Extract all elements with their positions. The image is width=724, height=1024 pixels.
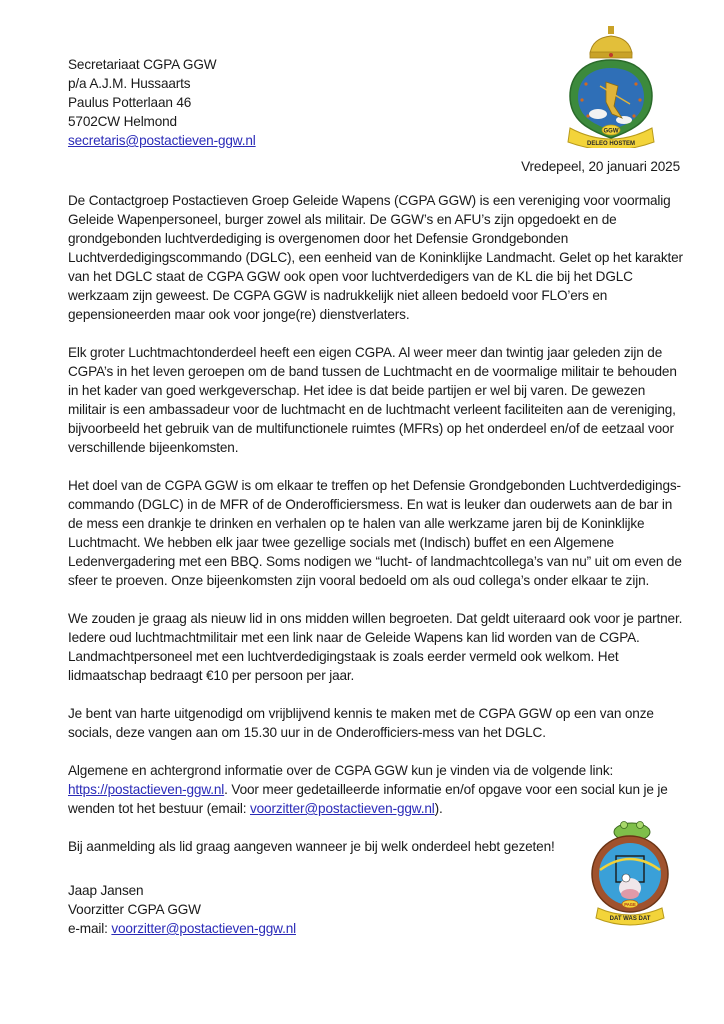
- signatory-name: Jaap Jansen: [68, 883, 144, 898]
- sender-line-1: Secretariaat CGPA GGW: [68, 57, 217, 72]
- paragraph-3: Het doel van de CGPA GGW is om elkaar te treffen op het Defensie Grondgebonden Luchtverdedigings-commando (DGLC) in de MFR of de Onderofficiersmess. En wat is leuker dan ouderwets aan de bar in de mess een drankje te drinken en verhalen op te halen van alle werkzame jaren bij de Koninklijke Luchtmacht. We hebben elk jaar twee gezellige socials met (Indisch) buffet en een Algemene Ledenvergadering met een BBQ. Soms nodigen we “lucht- of landmachtcollega’s van nu” uit om even de sfeer te proeven. Onze bijeenkomsten zijn vooral bedoeld om als oud collega’s onder elkaar te zijn.: [68, 478, 682, 588]
- crest-badge-text: GGW: [603, 128, 619, 135]
- ggw-crest-logo: [556, 24, 666, 148]
- website-link[interactable]: https://postactieven-ggw.nl: [68, 782, 225, 797]
- board-email-link[interactable]: voorzitter@postactieven-ggw.nl: [250, 801, 435, 816]
- p6-text-post: ).: [434, 801, 443, 816]
- paragraph-7: Bij aanmelding als lid graag aangeven wanneer je bij welk onderdeel hebt gezeten!: [68, 839, 555, 854]
- sender-line-2: p/a A.J.M. Hussaarts: [68, 76, 191, 91]
- letter-date: Vredepeel, 20 januari 2025: [521, 159, 680, 174]
- signature-email-link[interactable]: voorzitter@postactieven-ggw.nl: [111, 921, 296, 936]
- paragraph-1: De Contactgroep Postactieven Groep Geleide Wapens (CGPA GGW) is een vereniging voor voormalig Geleide Wapenpersoneel, burger zowel als militair. De GGW’s en AFU’s zijn opgedoekt en de grondgebonden luchtverdediging is overgenomen door het Defensie Grondgebonden Luchtverdedigingscommando (DGLC), een eenheid van de Koninklijke Landmacht. Gelet op het karakter van het DGLC staat de CGPA GGW ook open voor luchtverdedigers van de KL die bij het DGLC werkzaam zijn geweest. De CGPA GGW is nadrukkelijk niet alleen bedoeld voor FLO’ers en gepensioneerden maar ook voor jonge(re) dienstverlaters.: [68, 193, 683, 322]
- signature-block: [68, 881, 296, 938]
- p6-text-mid: . Voor meer gedetailleerde informatie en/of opgave voor een social kun je je wenden tot het bestuur (email:: [68, 782, 668, 816]
- paragraph-4: We zouden je graag als nieuw lid in ons midden willen begroeten. Dat geldt uiteraard ook voor je partner. Iedere oud luchtmachtmilitair met een link naar de Geleide Wapens kan lid worden van de CGPA. Landmachtpersoneel met een luchtverdedigingstaak is zoals eerder vermeld ook welkom. Het lidmaatschap bedraagt €10 per persoon per jaar.: [68, 611, 683, 683]
- frog-crest-logo: [580, 818, 680, 928]
- crown-icon: [590, 26, 632, 58]
- frog-motto-text: DAT WAS DAT: [609, 916, 651, 922]
- signature-email-label: e-mail:: [68, 921, 112, 936]
- p6-text-pre: Algemene en achtergrond informatie over de CGPA GGW kun je vinden via de volgende link:: [68, 763, 614, 778]
- sender-line-3: Paulus Potterlaan 46: [68, 95, 192, 110]
- sender-address-block: [68, 55, 256, 150]
- paragraph-5: Je bent van harte uitgenodigd om vrijblijvend kennis te maken met de CGPA GGW op een van onze socials, deze vangen aan om 15.30 uur in de Onderofficiers-mess van het DGLC.: [68, 706, 654, 740]
- letter-body: [68, 191, 684, 875]
- sender-line-4: 5702CW Helmond: [68, 114, 177, 129]
- paragraph-6: [68, 761, 684, 818]
- paragraph-2: Elk groter Luchtmachtonderdeel heeft een eigen CGPA. Al weer meer dan twintig jaar geleden zijn de CGPA’s in het leven geroepen om de band tussen de Luchtmacht en de voormalige militair te behouden in het kader van goed werkgeverschap. Het idee is dat beide partijen er wel bij varen. De gewezen militair is een ambassadeur voor de luchtmacht en de luchtmacht verleent faciliteiten aan de vereniging, bijvoorbeeld het gebruik van de multifunctionele ruimtes (MFRs) op het onderdeel en/of de eetzaal voor verschillende bijeenkomsten.: [68, 345, 677, 455]
- crest-motto-text: DELEO HOSTEM: [586, 141, 636, 147]
- sender-email-link[interactable]: secretaris@postactieven-ggw.nl: [68, 133, 256, 148]
- frog-badge-text: PAGE: [624, 902, 636, 907]
- signatory-title: Voorzitter CGPA GGW: [68, 902, 201, 917]
